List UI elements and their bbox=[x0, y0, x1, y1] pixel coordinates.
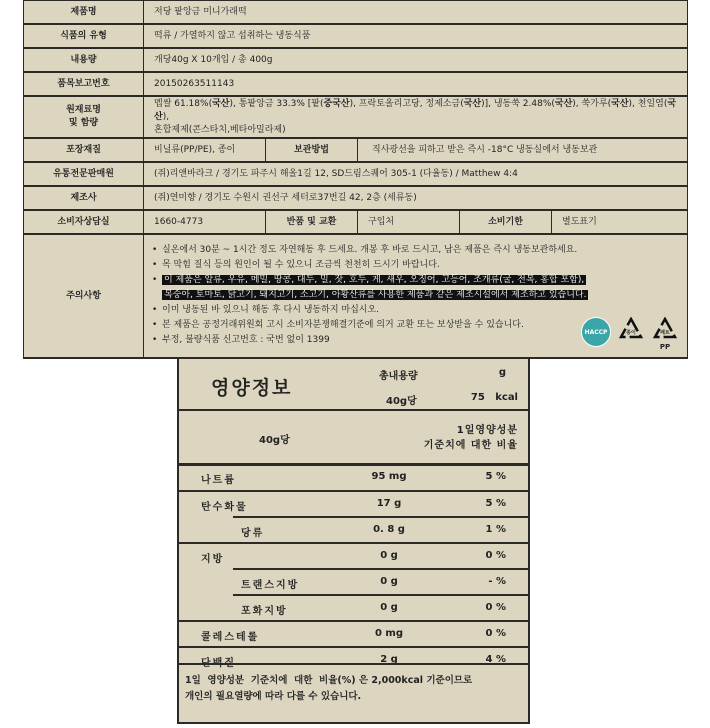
value-ingredients bbox=[144, 96, 688, 138]
value-packaging: 비닐류(PP/PE), 종이 bbox=[144, 138, 266, 162]
value-volume: 개당40g X 10개입 / 총 400g bbox=[144, 48, 688, 72]
nutrient-row-cholesterol: 콜레스테롤 0 mg 0 % bbox=[201, 628, 506, 643]
label-packaging: 포장재질 bbox=[24, 138, 144, 162]
label-ingredients bbox=[24, 96, 144, 138]
nutrient-row-protein: 단백질 2 g 4 % bbox=[201, 654, 506, 669]
label-caution: 주의사항 bbox=[24, 234, 144, 358]
caution-item: • 목 막힘 질식 등의 원인이 될 수 있으니 조금씩 천천히 드시기 바랍니다. bbox=[152, 258, 687, 273]
row-distributor bbox=[24, 162, 688, 186]
recycle-paper-icon: 종이 bbox=[617, 317, 645, 347]
row-manufacturer bbox=[24, 186, 688, 210]
nutrition-title: 영양정보 bbox=[211, 377, 293, 399]
value-storage: 직사광선을 피하고 받은 즉시 -18°C 냉동실에서 냉동보관 bbox=[358, 138, 688, 162]
certification-marks bbox=[581, 317, 679, 351]
label-food-type: 식품의 유형 bbox=[24, 24, 144, 48]
value-consumer-center: 1660-4773 bbox=[144, 210, 266, 234]
nutrition-column-header bbox=[179, 411, 528, 466]
total-volume-value: g bbox=[498, 367, 506, 378]
nutrient-row-sugars: 당류 0. 8 g 1 % bbox=[241, 524, 506, 539]
label-volume: 내용량 bbox=[24, 48, 144, 72]
recycle-pp-icon: 페트 PP bbox=[651, 317, 679, 347]
caution-item: • 본 제품은 공정거래위원회 고시 소비자분쟁해결기준에 의거 교환 또는 보상받을 수 있습니다. bbox=[152, 318, 687, 333]
nutrient-row-carbs: 탄수화물 17 g 5 % bbox=[201, 498, 506, 513]
label-report-no: 품목보고번호 bbox=[24, 72, 144, 96]
label-expiry: 소비기한 bbox=[460, 210, 552, 234]
caution-item: • 부정, 불량식품 신고번호 : 국번 없이 1399 bbox=[152, 333, 687, 348]
row-caution bbox=[24, 234, 688, 358]
row-volume bbox=[24, 48, 688, 72]
ingredients-line1: 멥쌀 61.18%(국산), 통팥앙금 33.3% [팥(중국산), 프락토올리고당, 정제소금(국산)], 냉동쑥 2.48%(국산), 쑥가루(국산), 천일염(국산), bbox=[154, 98, 677, 122]
label-ingredients-line2: 및 함량 bbox=[68, 118, 99, 128]
column-daily-value: 1일영양성분 기준치에 대한 비율 bbox=[423, 425, 518, 451]
value-report-no: 20150263511143 bbox=[144, 72, 688, 96]
caution-item: • 이미 냉동된 바 있으니 해동 후 다시 냉동하지 마십시오. bbox=[152, 303, 687, 318]
label-distributor: 유통전문판매원 bbox=[24, 162, 144, 186]
nutrient-row-fat: 지방 0 g 0 % bbox=[201, 550, 506, 565]
value-food-type: 떡류 / 가열하지 않고 섭취하는 냉동식품 bbox=[144, 24, 688, 48]
row-packaging-storage bbox=[24, 138, 688, 162]
label-return-exchange: 반품 및 교환 bbox=[266, 210, 358, 234]
nutrition-facts-panel bbox=[177, 357, 530, 724]
label-ingredients-line1: 원재료명 bbox=[66, 105, 101, 115]
nutrient-row-sodium: 나트륨 95 mg 5 % bbox=[201, 471, 506, 486]
calories-value: 75 kcal bbox=[470, 392, 518, 403]
value-caution bbox=[144, 234, 688, 358]
label-consumer-center: 소비자상담실 bbox=[24, 210, 144, 234]
nutrient-row-saturated-fat: 포화지방 0 g 0 % bbox=[241, 602, 506, 617]
row-ingredients bbox=[24, 96, 688, 138]
row-consumer bbox=[24, 210, 688, 234]
total-volume-label: 총내용량 bbox=[379, 371, 418, 382]
value-expiry: 별도표기 bbox=[552, 210, 688, 234]
row-product-name bbox=[24, 1, 688, 25]
label-product-name: 제품명 bbox=[24, 1, 144, 25]
product-info-table bbox=[23, 0, 688, 359]
row-report-no bbox=[24, 72, 688, 96]
ingredients-line2: 혼합제제(콘스타치,베타아밀라제) bbox=[154, 124, 286, 135]
haccp-icon: HACCP bbox=[581, 317, 611, 347]
column-per-serving: 40g당 bbox=[259, 435, 290, 446]
caution-allergy: • 이 제품은 알류, 우유, 메밀, 땅콩, 대두, 밀, 잣, 호두, 게, 새우, 오징어, 고등어, 조개류(굴, 전복, 홍합 포함), 복숭아, 토마토, 닭고기, 돼지고기, 소고기, 아황산류를 사용한 제품과 같은 제조시설에서 제조하고 있습니다. bbox=[152, 273, 687, 303]
value-manufacturer: (쥐)연미향 / 경기도 수원시 권선구 세터로37번길 42, 2층 (세류동) bbox=[144, 186, 688, 210]
nutrition-footnote: 1일 영양성분 기준치에 대한 비율(%) 은 2,000kcal 기준이므로 개인의 필요열량에 따라 다를 수 있습니다. bbox=[179, 663, 528, 722]
value-product-name: 저당 팥앙금 미니가래떡 bbox=[144, 1, 688, 25]
nutrient-row-trans-fat: 트랜스지방 0 g - % bbox=[241, 576, 506, 591]
per-serving-label: 40g당 bbox=[386, 396, 417, 407]
value-return-exchange: 구입처 bbox=[358, 210, 460, 234]
value-distributor: (쥐)리앤바라크 / 경기도 파주시 해올1길 12, SD드림스퀘어 305-1 (다율동) / Matthew 4:4 bbox=[144, 162, 688, 186]
nutrition-header bbox=[179, 359, 528, 411]
label-storage: 보관방법 bbox=[266, 138, 358, 162]
row-food-type bbox=[24, 24, 688, 48]
caution-item: • 실온에서 30분 ~ 1시간 정도 자연해동 후 드세요. 개봉 후 바로 드시고, 남은 제품은 즉시 냉동보관하세요. bbox=[152, 243, 687, 258]
label-manufacturer: 제조사 bbox=[24, 186, 144, 210]
